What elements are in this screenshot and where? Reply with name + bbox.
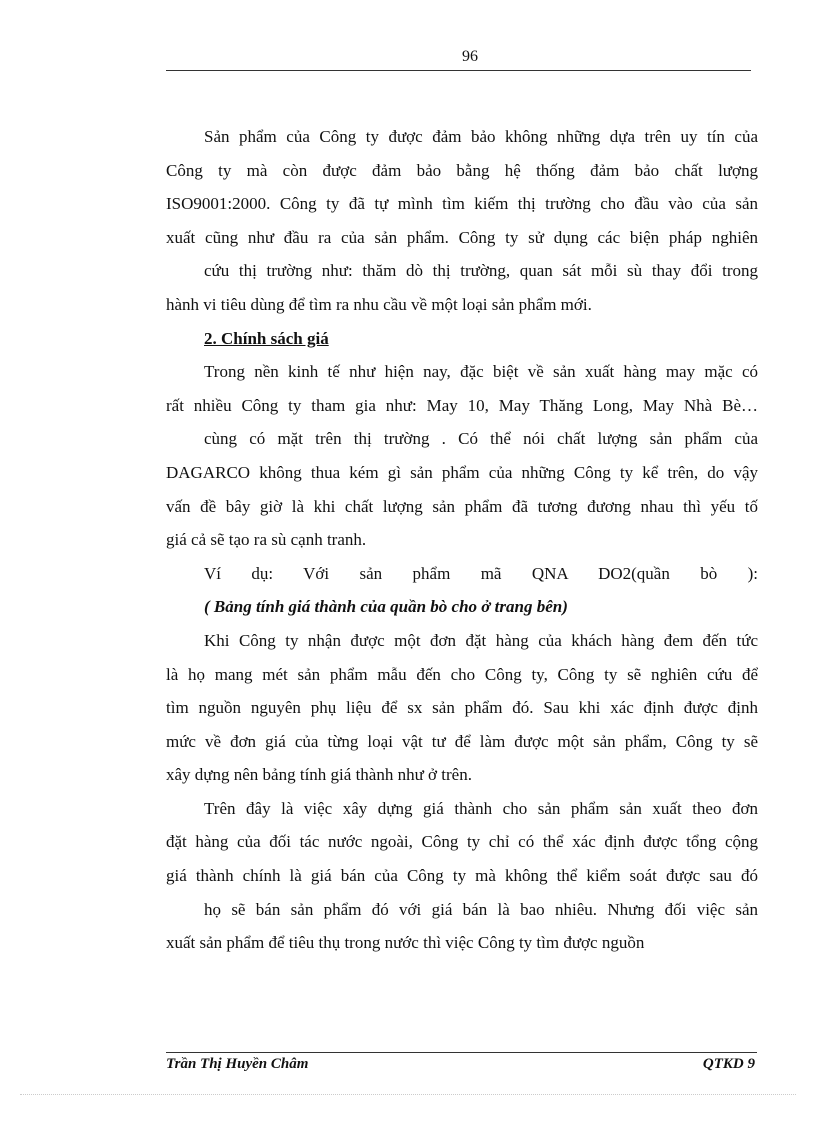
body-text: [166, 120, 758, 960]
paragraph-line: Sản phẩm của Công ty được đảm bảo không những dựa trên uy tín của: [204, 127, 758, 146]
paragraph-line: cùng có mặt trên thị trường . Có thể nói chất lượng sản phẩm của: [204, 429, 758, 449]
paragraph-line: giá thành chính là giá bán của Công ty mà không thể kiểm soát được sau đó: [166, 866, 758, 886]
paragraph-line: đặt hàng của đối tác nước ngoài, Công ty chỉ có thể xác định được tổng cộng: [166, 832, 758, 852]
paragraph-line: Trong nền kinh tế như hiện nay, đặc biệt về sản xuất hàng may mặc có: [204, 362, 758, 382]
paragraph-line: Trên đây là việc xây dựng giá thành cho sản phẩm sản xuất theo đơn: [204, 798, 758, 818]
paragraph-line: giá cả sẽ tạo ra sù cạnh tranh.: [166, 530, 367, 550]
paragraph-line: Công ty mà còn được đảm bảo bằng hệ thống đảm bảo chất lượng: [166, 160, 758, 180]
paragraph-line: xuất sản phẩm để tiêu thụ trong nước thì việc Công ty tìm được nguồn: [166, 933, 645, 953]
paragraph-line: rất nhiều Công ty tham gia như: May 10, May Thăng Long, May Nhà Bè…: [166, 395, 758, 415]
header-divider: [166, 70, 751, 71]
footer-class: QTKD 9: [702, 1056, 755, 1072]
paragraph-line: vấn đề bây giờ là khi chất lượng sản phẩm đã tương đương nhau thì yếu tố: [166, 496, 758, 516]
paragraph-line: xuất cũng như đầu ra của sản phẩm. Công ty sử dụng các biện pháp nghiên: [166, 227, 758, 247]
paragraph-line: Khi Công ty nhận được một đơn đặt hàng của khách hàng đem đến tức: [204, 630, 758, 650]
paragraph-line: xây dựng nên bảng tính giá thành như ở trên.: [166, 765, 472, 785]
section-heading: 2. Chính sách giá: [204, 328, 329, 348]
footer-divider: [166, 1052, 757, 1053]
paragraph-line: là họ mang mét sản phẩm mẫu đến cho Công ty, Công ty sẽ nghiên cứu để: [166, 664, 758, 684]
page-edge-dots: [20, 1094, 796, 1095]
footer-author: Trần Thị Huyền Châm: [166, 1056, 309, 1072]
paragraph-line: ISO9001:2000. Công ty đã tự mình tìm kiếm thị trường cho đầu vào của sản: [166, 194, 758, 214]
page-number: 96: [462, 48, 478, 65]
paragraph-line: họ sẽ bán sản phẩm đó với giá bán là bao nhiêu. Nhưng đối việc sản: [204, 899, 758, 919]
paragraph-line: Ví dụ: Với sản phẩm mã QNA DO2(quần bò ):: [204, 563, 758, 583]
paragraph-line: mức về đơn giá của từng loại vật tư để làm được một sản phẩm, Công ty sẽ: [166, 731, 758, 751]
paragraph-line: hành vi tiêu dùng để tìm ra nhu cầu về một loại sản phẩm mới.: [166, 294, 592, 314]
paragraph-line: cứu thị trường như: thăm dò thị trường, quan sát mỗi sù thay đổi trong: [204, 261, 758, 281]
paragraph-line: DAGARCO không thua kém gì sản phẩm của những Công ty kể trên, do vậy: [166, 462, 758, 482]
table-reference-note: ( Bảng tính giá thành của quần bò cho ở trang bên): [204, 597, 568, 617]
paragraph-line: tìm nguồn nguyên phụ liệu để sx sản phẩm đó. Sau khi xác định được định: [166, 698, 758, 718]
